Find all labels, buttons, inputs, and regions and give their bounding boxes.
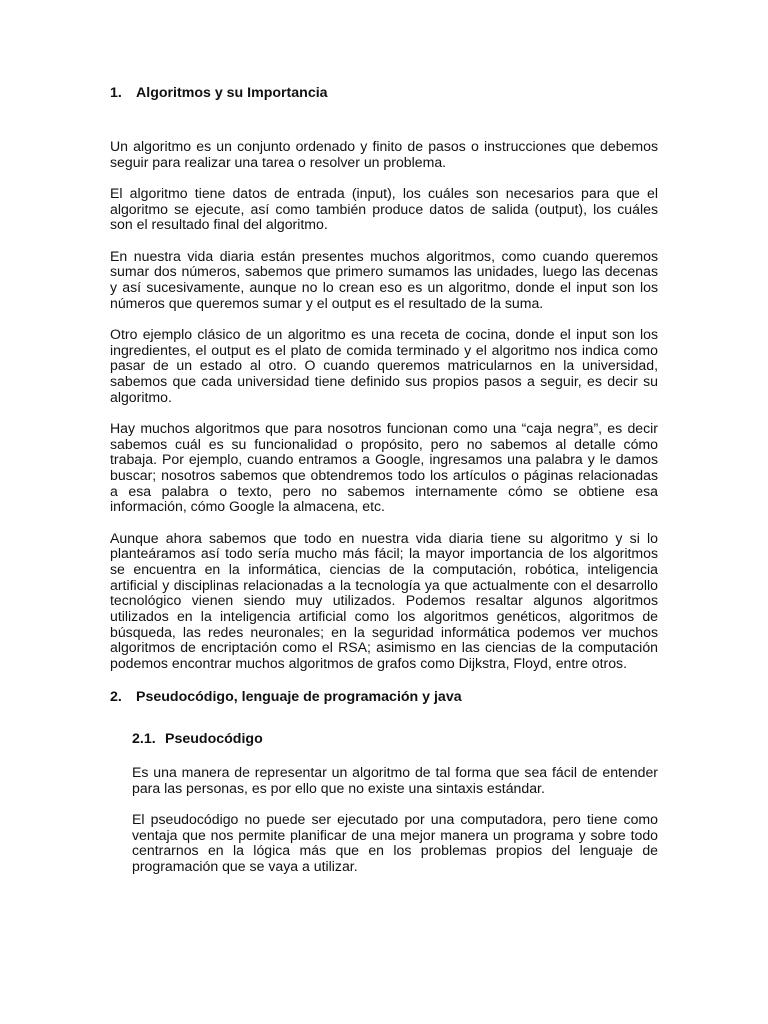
paragraph: Es una manera de representar un algoritmo de tal forma que sea fácil de entender para las personas, es por ello que no existe una sintaxis estándar. bbox=[132, 763, 658, 796]
paragraph: Otro ejemplo clásico de un algoritmo es una receta de cocina, donde el input son los ingredientes, el output es el plato de comida terminado y el algoritmo nos indica como pasar de un estado al otro. O cuando queremos matricularnos en la universidad, sabemos que cada universidad tiene definido sus propios pasos a seguir, es decir su algoritmo. bbox=[110, 325, 658, 405]
section-heading bbox=[110, 85, 658, 101]
section-heading bbox=[110, 689, 658, 705]
section-number: 2. bbox=[110, 688, 122, 705]
paragraph: El algoritmo tiene datos de entrada (input), los cuáles son necesarios para que el algoritmo se ejecute, así como también produce datos de salida (output), los cuáles son el resultado final del algoritmo. bbox=[110, 184, 658, 233]
subsection-number: 2.1. bbox=[132, 730, 156, 747]
paragraph: En nuestra vida diaria están presentes muchos algoritmos, como cuando queremos sumar dos números, sabemos que primero sumamos las unidades, luego las decenas y así sucesivamente, aunque no lo crean eso es un algoritmo, donde el input son los números que queremos sumar y el output es el resultado de la suma. bbox=[110, 247, 658, 311]
section-title: Pseudocódigo, lenguaje de programación y java bbox=[136, 688, 462, 705]
section-pseudocodigo-lenguaje bbox=[110, 689, 658, 875]
section-algoritmos bbox=[110, 85, 658, 672]
paragraph: El pseudocódigo no puede ser ejecutado por una computadora, pero tiene como ventaja que nos permite planificar de una mejor manera un programa y sobre todo centrarnos en la lógica más que en los problemas propios del lenguaje de programación que se vaya a utilizar. bbox=[132, 810, 658, 874]
paragraph: Aunque ahora sabemos que todo en nuestra vida diaria tiene su algoritmo y si lo planteáramos así todo sería mucho más fácil; la mayor importancia de los algoritmos se encuentra en la informática, ciencias de la computación, robótica, inteligencia artificial y disciplinas relacionadas a la tecnología ya que actualmente con el desarrollo tecnológico vienen siendo muy utilizados. Podemos resaltar algunos algoritmos utilizados en la inteligencia artificial como los algoritmos genéticos, algoritmos de búsqueda, las redes neuronales; en la seguridad informática podemos ver muchos algoritmos de encriptación como el RSA; asimismo en las ciencias de la computación podemos encontrar muchos algoritmos de grafos como Dijkstra, Floyd, entre otros. bbox=[110, 529, 658, 672]
section-number: 1. bbox=[110, 85, 122, 101]
subsection-title: Pseudocódigo bbox=[165, 730, 263, 747]
paragraph: Un algoritmo es un conjunto ordenado y finito de pasos o instrucciones que debemos seguir para realizar una tarea o resolver un problema. bbox=[110, 138, 658, 170]
subsection-pseudocodigo bbox=[110, 731, 658, 875]
subsection-heading bbox=[132, 731, 658, 747]
paragraph: Hay muchos algoritmos que para nosotros funcionan como una “caja negra”, es decir sabemos cuál es su funcionalidad o propósito, pero no sabemos al detalle cómo trabaja. Por ejemplo, cuando entramos a Google, ingresamos una palabra y le damos buscar; nosotros sabemos que obtendremos todo los artículos o páginas relacionadas a esa palabra o texto, pero no sabemos internamente cómo se obtiene esa información, cómo Google la almacena, etc. bbox=[110, 419, 658, 515]
section-title: Algoritmos y su Importancia bbox=[136, 85, 328, 101]
